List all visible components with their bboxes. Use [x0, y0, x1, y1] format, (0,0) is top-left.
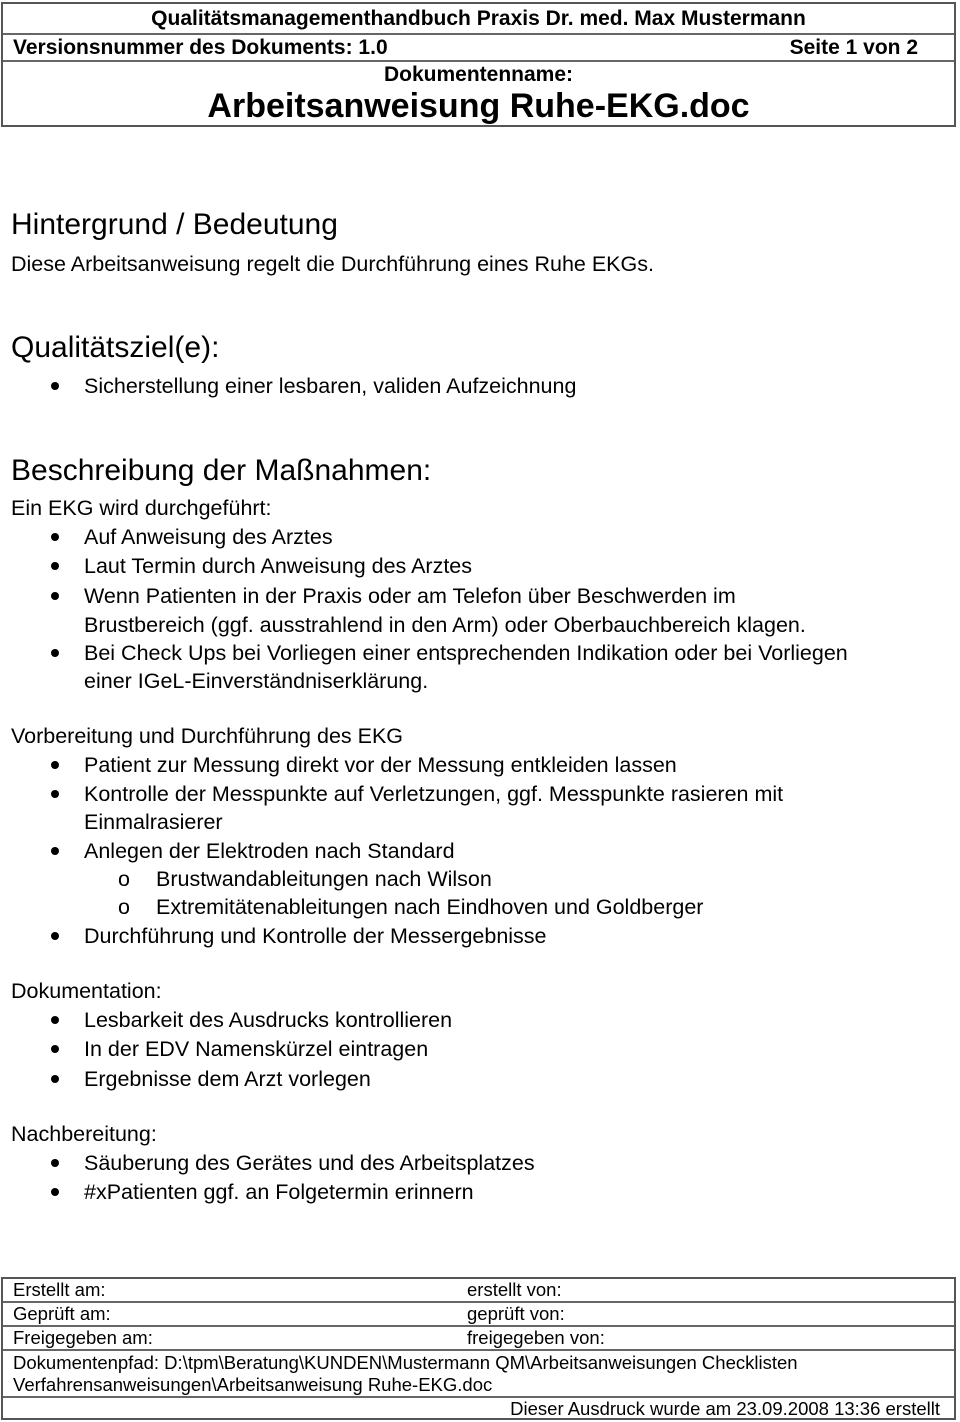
bullet-icon — [51, 847, 59, 855]
bullet-icon — [51, 1159, 59, 1167]
section-title: Vorbereitung und Durchführung des EKG — [11, 724, 404, 748]
bullet-icon — [51, 1045, 59, 1053]
docname-row — [3, 62, 954, 125]
document-path-continuation: Verfahrensanweisungen\Arbeitsanweisung Ruhe-EKG.doc — [13, 1374, 493, 1395]
list-item-continuation: Brustbereich (ggf. ausstrahlend in den Arm) oder Oberbauchbereich klagen. — [84, 613, 806, 637]
section-title: Qualitätsziel(e): — [11, 331, 220, 364]
list-item: Wenn Patienten in der Praxis oder am Telefon über Beschwerden im — [84, 584, 736, 608]
list-item: Kontrolle der Messpunkte auf Verletzungen, ggf. Messpunkte rasieren mit — [84, 782, 784, 806]
printed-info: Dieser Ausdruck wurde am 23.09.2008 13:36 erstellt — [510, 1398, 940, 1419]
bullet-icon — [51, 1016, 59, 1024]
path-row — [3, 1351, 954, 1398]
docname-label: Dokumentenname: — [383, 63, 574, 86]
list-item-continuation: Einmalrasierer — [84, 810, 223, 834]
bullet-icon — [51, 761, 59, 769]
section-title: Hintergrund / Bedeutung — [11, 208, 338, 241]
document-header — [1, 2, 956, 127]
bullet-icon — [51, 592, 59, 600]
version-row — [3, 35, 954, 62]
document-footer — [1, 1277, 956, 1420]
bullet-icon — [51, 1188, 59, 1196]
bullet-icon — [51, 562, 59, 570]
list-item: Lesbarkeit des Ausdrucks kontrollieren — [84, 1008, 453, 1032]
list-item: Anlegen der Elektroden nach Standard — [84, 839, 455, 863]
created-by: erstellt von: — [467, 1279, 562, 1300]
version-number: Versionsnummer des Dokuments: 1.0 — [13, 36, 388, 59]
document-path: Dokumentenpfad: D:\tpm\Beratung\KUNDEN\Mustermann QM\Arbeitsanweisungen Checklisten — [13, 1352, 798, 1373]
list-item: Durchführung und Kontrolle der Messergebnisse — [84, 924, 547, 948]
bullet-icon — [51, 533, 59, 541]
list-item: Ergebnisse dem Arzt vorlegen — [84, 1067, 371, 1091]
list-item: Säuberung des Gerätes und des Arbeitsplatzes — [84, 1151, 535, 1175]
paragraph: Ein EKG wird durchgeführt: — [11, 496, 272, 520]
bullet-icon — [51, 932, 59, 940]
list-item: Auf Anweisung des Arztes — [84, 525, 333, 549]
section-title: Dokumentation: — [11, 979, 162, 1003]
section-title: Nachbereitung: — [11, 1122, 157, 1146]
created-row — [3, 1279, 954, 1303]
sub-list-item: Extremitätenableitungen nach Eindhoven und Goldberger — [156, 895, 704, 919]
page-number: Seite 1 von 2 — [789, 36, 918, 59]
list-item: Sicherstellung einer lesbaren, validen Aufzeichnung — [84, 374, 577, 398]
checked-by: geprüft von: — [467, 1303, 565, 1324]
list-item-continuation: einer IGeL-Einverständniserklärung. — [84, 669, 429, 693]
docname: Arbeitsanweisung Ruhe-EKG.doc — [207, 87, 750, 125]
checked-row — [3, 1303, 954, 1327]
bullet-icon — [51, 649, 59, 657]
created-on: Erstellt am: — [13, 1279, 106, 1300]
bullet-icon — [51, 1075, 59, 1083]
handbook-title: Qualitätsmanagementhandbuch Praxis Dr. med. Max Mustermann — [3, 4, 954, 35]
released-by: freigegeben von: — [467, 1327, 605, 1348]
list-item: In der EDV Namenskürzel eintragen — [84, 1037, 429, 1061]
released-row — [3, 1327, 954, 1351]
sub-list-item: Brustwandableitungen nach Wilson — [156, 867, 492, 891]
list-item: #xPatienten ggf. an Folgetermin erinnern — [84, 1180, 474, 1204]
list-item: Patient zur Messung direkt vor der Messung entkleiden lassen — [84, 753, 677, 777]
checked-on: Geprüft am: — [13, 1303, 111, 1324]
bullet-icon — [51, 790, 59, 798]
sub-bullet-icon: o — [118, 895, 130, 919]
section-title: Beschreibung der Maßnahmen: — [11, 454, 432, 487]
list-item: Laut Termin durch Anweisung des Arztes — [84, 554, 473, 578]
sub-bullet-icon: o — [118, 867, 130, 891]
list-item: Bei Check Ups bei Vorliegen einer entsprechenden Indikation oder bei Vorliegen — [84, 641, 848, 665]
paragraph: Diese Arbeitsanweisung regelt die Durchführung eines Ruhe EKGs. — [11, 252, 654, 276]
released-on: Freigegeben am: — [13, 1327, 153, 1348]
bullet-icon — [51, 382, 59, 390]
